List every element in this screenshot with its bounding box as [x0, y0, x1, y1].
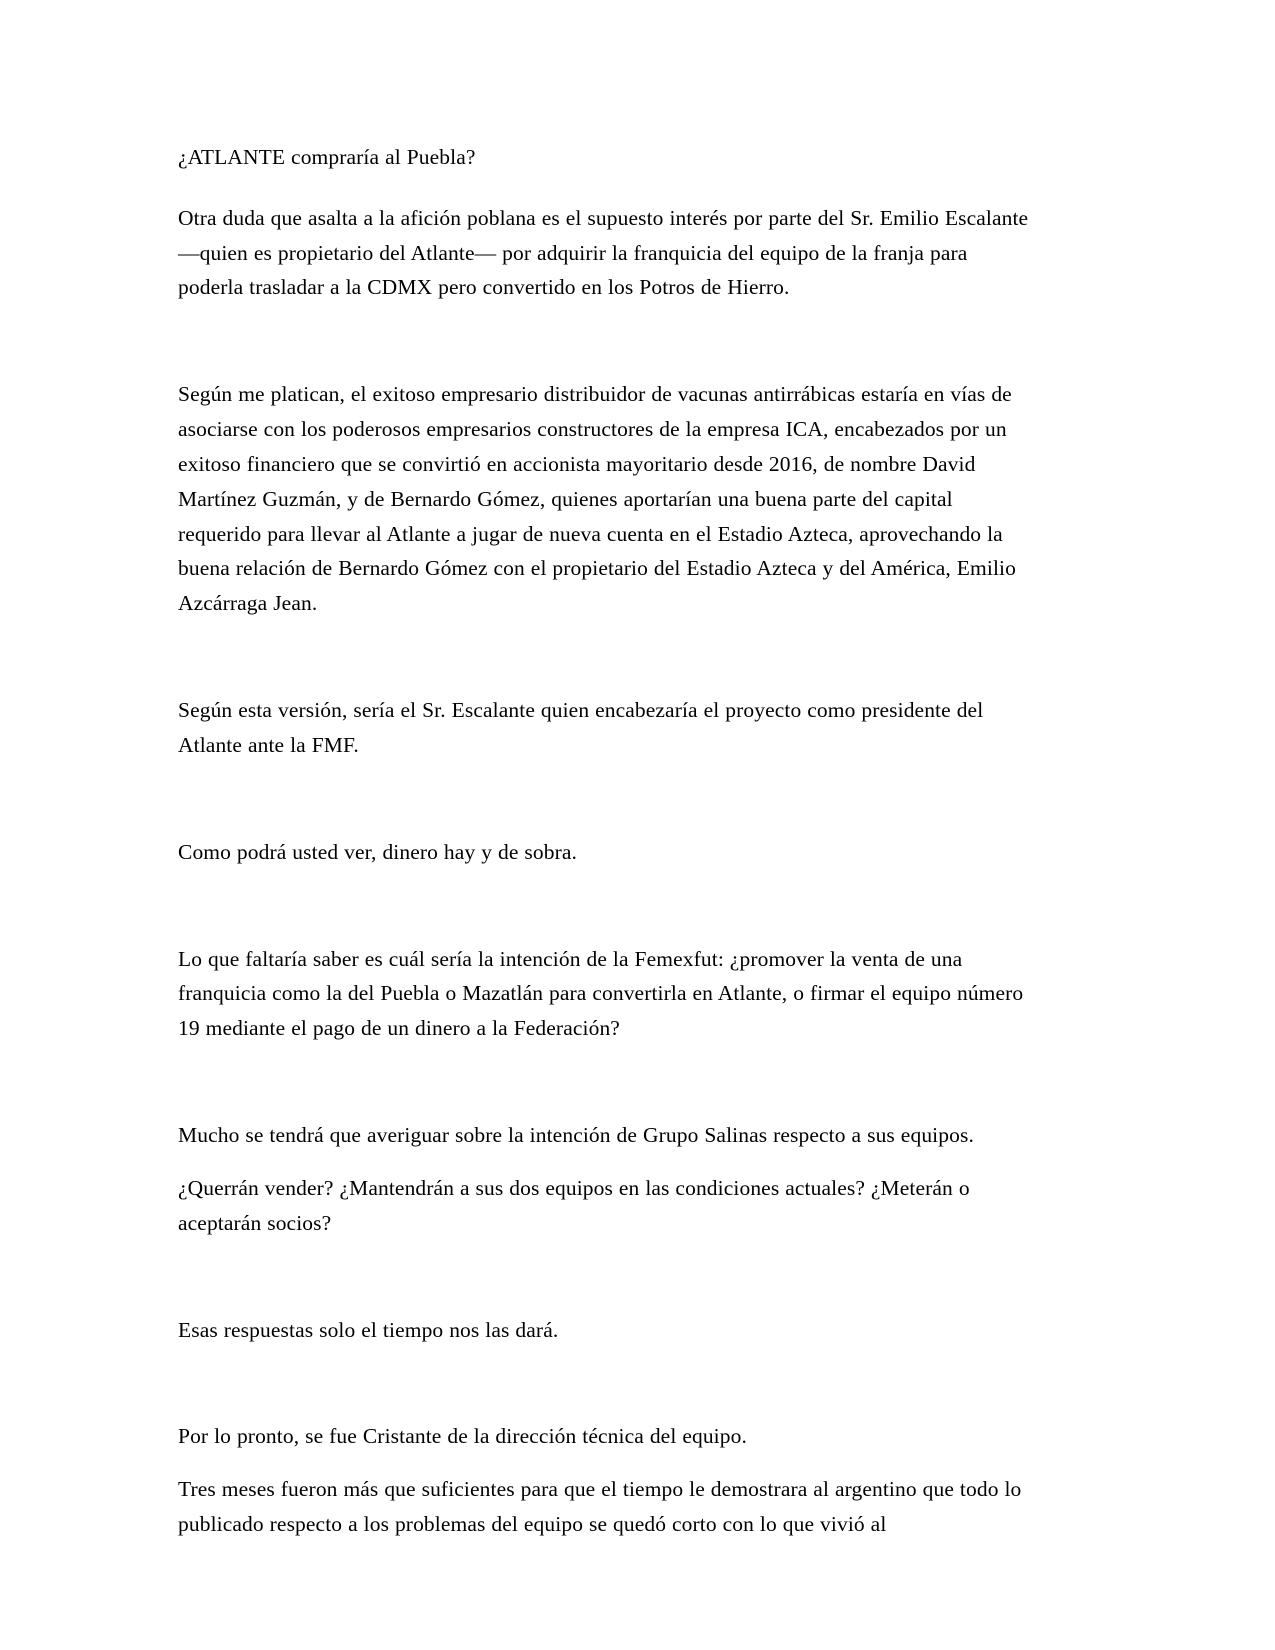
- document-body: [178, 140, 1038, 1542]
- paragraph-10: Tres meses fueron más que suficientes para que el tiempo le demostrara al argentino que todo lo publicado respecto a los problemas del equipo se quedó corto con lo que vivió al: [178, 1477, 1022, 1537]
- paragraph-5: Lo que faltaría saber es cuál sería la intención de la Femexfut: ¿promover la venta de una franquicia como la del Puebla o Mazatlán para convertirla en Atlante, o firmar el equipo número 19 mediante el pago de un dinero a la Federación?: [178, 946, 1024, 1041]
- paragraph-4: Como podrá usted ver, dinero hay y de sobra.: [178, 839, 577, 864]
- paragraph-8: Esas respuestas solo el tiempo nos las dará.: [178, 1317, 559, 1342]
- paragraph-2: Según me platican, el exitoso empresario distribuidor de vacunas antirrábicas estaría en vías de asociarse con los poderosos empresarios constructores de la empresa ICA, encabezados por un exitoso financiero que se convirtió en accionista mayoritario desde 2016, de nombre David Martínez Guzmán, y de Bernardo Gómez, quienes aportarían una buena parte del capital requerido para llevar al Atlante a jugar de nueva cuenta en el Estadio Azteca, aprovechando la buena relación de Bernardo Gómez con el propietario del Estadio Azteca y del América, Emilio Azcárraga Jean.: [178, 382, 1016, 616]
- paragraph-9: Por lo pronto, se fue Cristante de la dirección técnica del equipo.: [178, 1424, 747, 1449]
- document-heading: ¿ATLANTE compraría al Puebla?: [178, 145, 476, 169]
- paragraph-7: ¿Querrán vender? ¿Mantendrán a sus dos equipos en las condiciones actuales? ¿Meterán o aceptarán socios?: [178, 1175, 970, 1235]
- paragraph-3: Según esta versión, sería el Sr. Escalante quien encabezaría el proyecto como presidente del Atlante ante la FMF.: [178, 698, 984, 757]
- paragraph-6: Mucho se tendrá que averiguar sobre la intención de Grupo Salinas respecto a sus equipos.: [178, 1123, 974, 1148]
- paragraph-1: Otra duda que asalta a la afición poblana es el supuesto interés por parte del Sr. Emilio Escalante —quien es propietario del Atlante— por adquirir la franquicia del equipo de la franja para poderla trasladar a la CDMX pero convertido en los Potros de Hierro.: [178, 205, 1029, 300]
